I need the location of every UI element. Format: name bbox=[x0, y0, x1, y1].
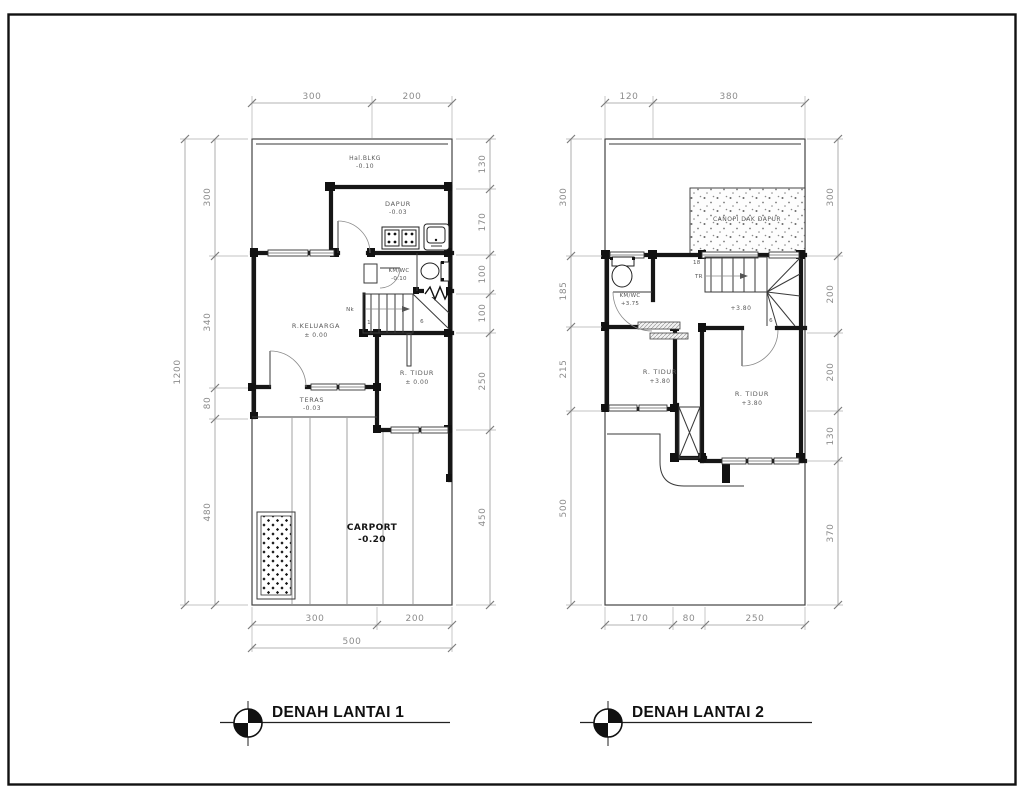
label-kmwc2-level: +3.75 bbox=[620, 301, 640, 307]
label-r-tidur1: R. TIDUR bbox=[399, 369, 435, 377]
dim: 200 bbox=[405, 614, 425, 624]
dim: 500 bbox=[342, 637, 362, 647]
dim: 300 bbox=[302, 92, 322, 102]
railing bbox=[650, 333, 688, 339]
dim: 300 bbox=[826, 187, 836, 207]
plan1-title: DENAH LANTAI 1 bbox=[272, 704, 405, 721]
label-hal-blkg-level: -0.10 bbox=[355, 163, 375, 170]
vanity-counter bbox=[638, 322, 680, 329]
dim: 370 bbox=[826, 523, 836, 543]
sheet-frame bbox=[9, 15, 1016, 785]
dim: 380 bbox=[719, 92, 739, 102]
label-stair-last: 6 bbox=[769, 318, 773, 324]
toilet-icon bbox=[421, 263, 439, 279]
dim: 1200 bbox=[173, 359, 183, 385]
dim: 130 bbox=[826, 426, 836, 446]
dim: 100 bbox=[478, 303, 488, 323]
plan2-title: DENAH LANTAI 2 bbox=[632, 704, 765, 721]
plan2-void-shaft bbox=[679, 407, 700, 458]
dim: 215 bbox=[559, 359, 569, 379]
label-r-tidur-2a: R. TIDUR bbox=[642, 368, 678, 376]
plan1-kitchen-fixtures bbox=[382, 224, 449, 250]
dim: 80 bbox=[203, 396, 213, 410]
dim: 130 bbox=[478, 154, 488, 174]
title-plan1 bbox=[220, 701, 450, 746]
stair-up-arrow bbox=[402, 306, 410, 312]
dim: 200 bbox=[826, 362, 836, 382]
label-r-tidur-2b: R. TIDUR bbox=[734, 390, 770, 398]
label-carport: CARPORT bbox=[346, 523, 398, 533]
label-stair-nk: Nk bbox=[346, 307, 354, 313]
dim: 480 bbox=[203, 502, 213, 522]
plan1-windows bbox=[268, 250, 448, 433]
label-stair-first: 1 bbox=[367, 320, 371, 326]
label-kmwc-level: -0.10 bbox=[391, 276, 407, 282]
plan2-room-labels bbox=[620, 293, 770, 407]
dim: 170 bbox=[478, 212, 488, 232]
shower-icon bbox=[364, 264, 377, 283]
label-stair-count: 18 bbox=[693, 260, 701, 266]
plan1-walls bbox=[252, 187, 452, 480]
dim: 120 bbox=[619, 92, 639, 102]
label-teras-level: -0.03 bbox=[302, 405, 322, 412]
plan1 bbox=[173, 92, 496, 652]
dim: 300 bbox=[559, 187, 569, 207]
label-r-tidur-2a-level: +3.80 bbox=[649, 378, 671, 385]
dim: 200 bbox=[402, 92, 422, 102]
label-hal-blkg: Hal.BLKG bbox=[349, 155, 381, 162]
label-carport-level: -0.20 bbox=[358, 535, 386, 545]
label-stair-code: TR bbox=[695, 274, 703, 280]
label-r-tidur1-level: ± 0.00 bbox=[405, 379, 429, 386]
label-landing-level: +3.80 bbox=[730, 305, 752, 312]
dim: 250 bbox=[745, 614, 765, 624]
plan1-carport-joints bbox=[292, 418, 413, 604]
dim: 250 bbox=[478, 371, 488, 391]
toilet-icon bbox=[612, 265, 632, 287]
label-r-tidur-2b-level: +3.80 bbox=[741, 400, 763, 407]
dim: 200 bbox=[826, 284, 836, 304]
plan1-dimensions bbox=[173, 92, 496, 652]
dim: 100 bbox=[478, 264, 488, 284]
plan1-planter bbox=[257, 512, 295, 599]
door-leaf bbox=[407, 334, 411, 366]
label-stair-last: 6 bbox=[420, 319, 424, 325]
dim: 340 bbox=[203, 312, 213, 332]
dim: 450 bbox=[478, 507, 488, 527]
label-teras: TERAS bbox=[299, 396, 325, 404]
label-r-keluarga-level: ± 0.00 bbox=[304, 332, 328, 339]
dim: 500 bbox=[559, 498, 569, 518]
label-kmwc2: KM/WC bbox=[619, 293, 641, 299]
label-dapur-level: -0.03 bbox=[388, 209, 408, 216]
dim: 185 bbox=[559, 281, 569, 301]
plan2-stair bbox=[693, 257, 800, 326]
label-dapur: DAPUR bbox=[384, 200, 412, 208]
dim: 80 bbox=[682, 614, 696, 624]
plan2-canopy bbox=[690, 188, 805, 255]
plan1-stair bbox=[363, 286, 449, 333]
dim: 170 bbox=[629, 614, 649, 624]
label-kmwc: KM/WC bbox=[388, 268, 410, 274]
label-canopi: CANOPI DAK DAPUR bbox=[712, 216, 782, 223]
plan2 bbox=[559, 92, 843, 630]
dim: 300 bbox=[305, 614, 325, 624]
dim: 300 bbox=[203, 187, 213, 207]
title-plan2 bbox=[580, 701, 812, 746]
label-r-keluarga: R.KELUARGA bbox=[291, 322, 341, 330]
